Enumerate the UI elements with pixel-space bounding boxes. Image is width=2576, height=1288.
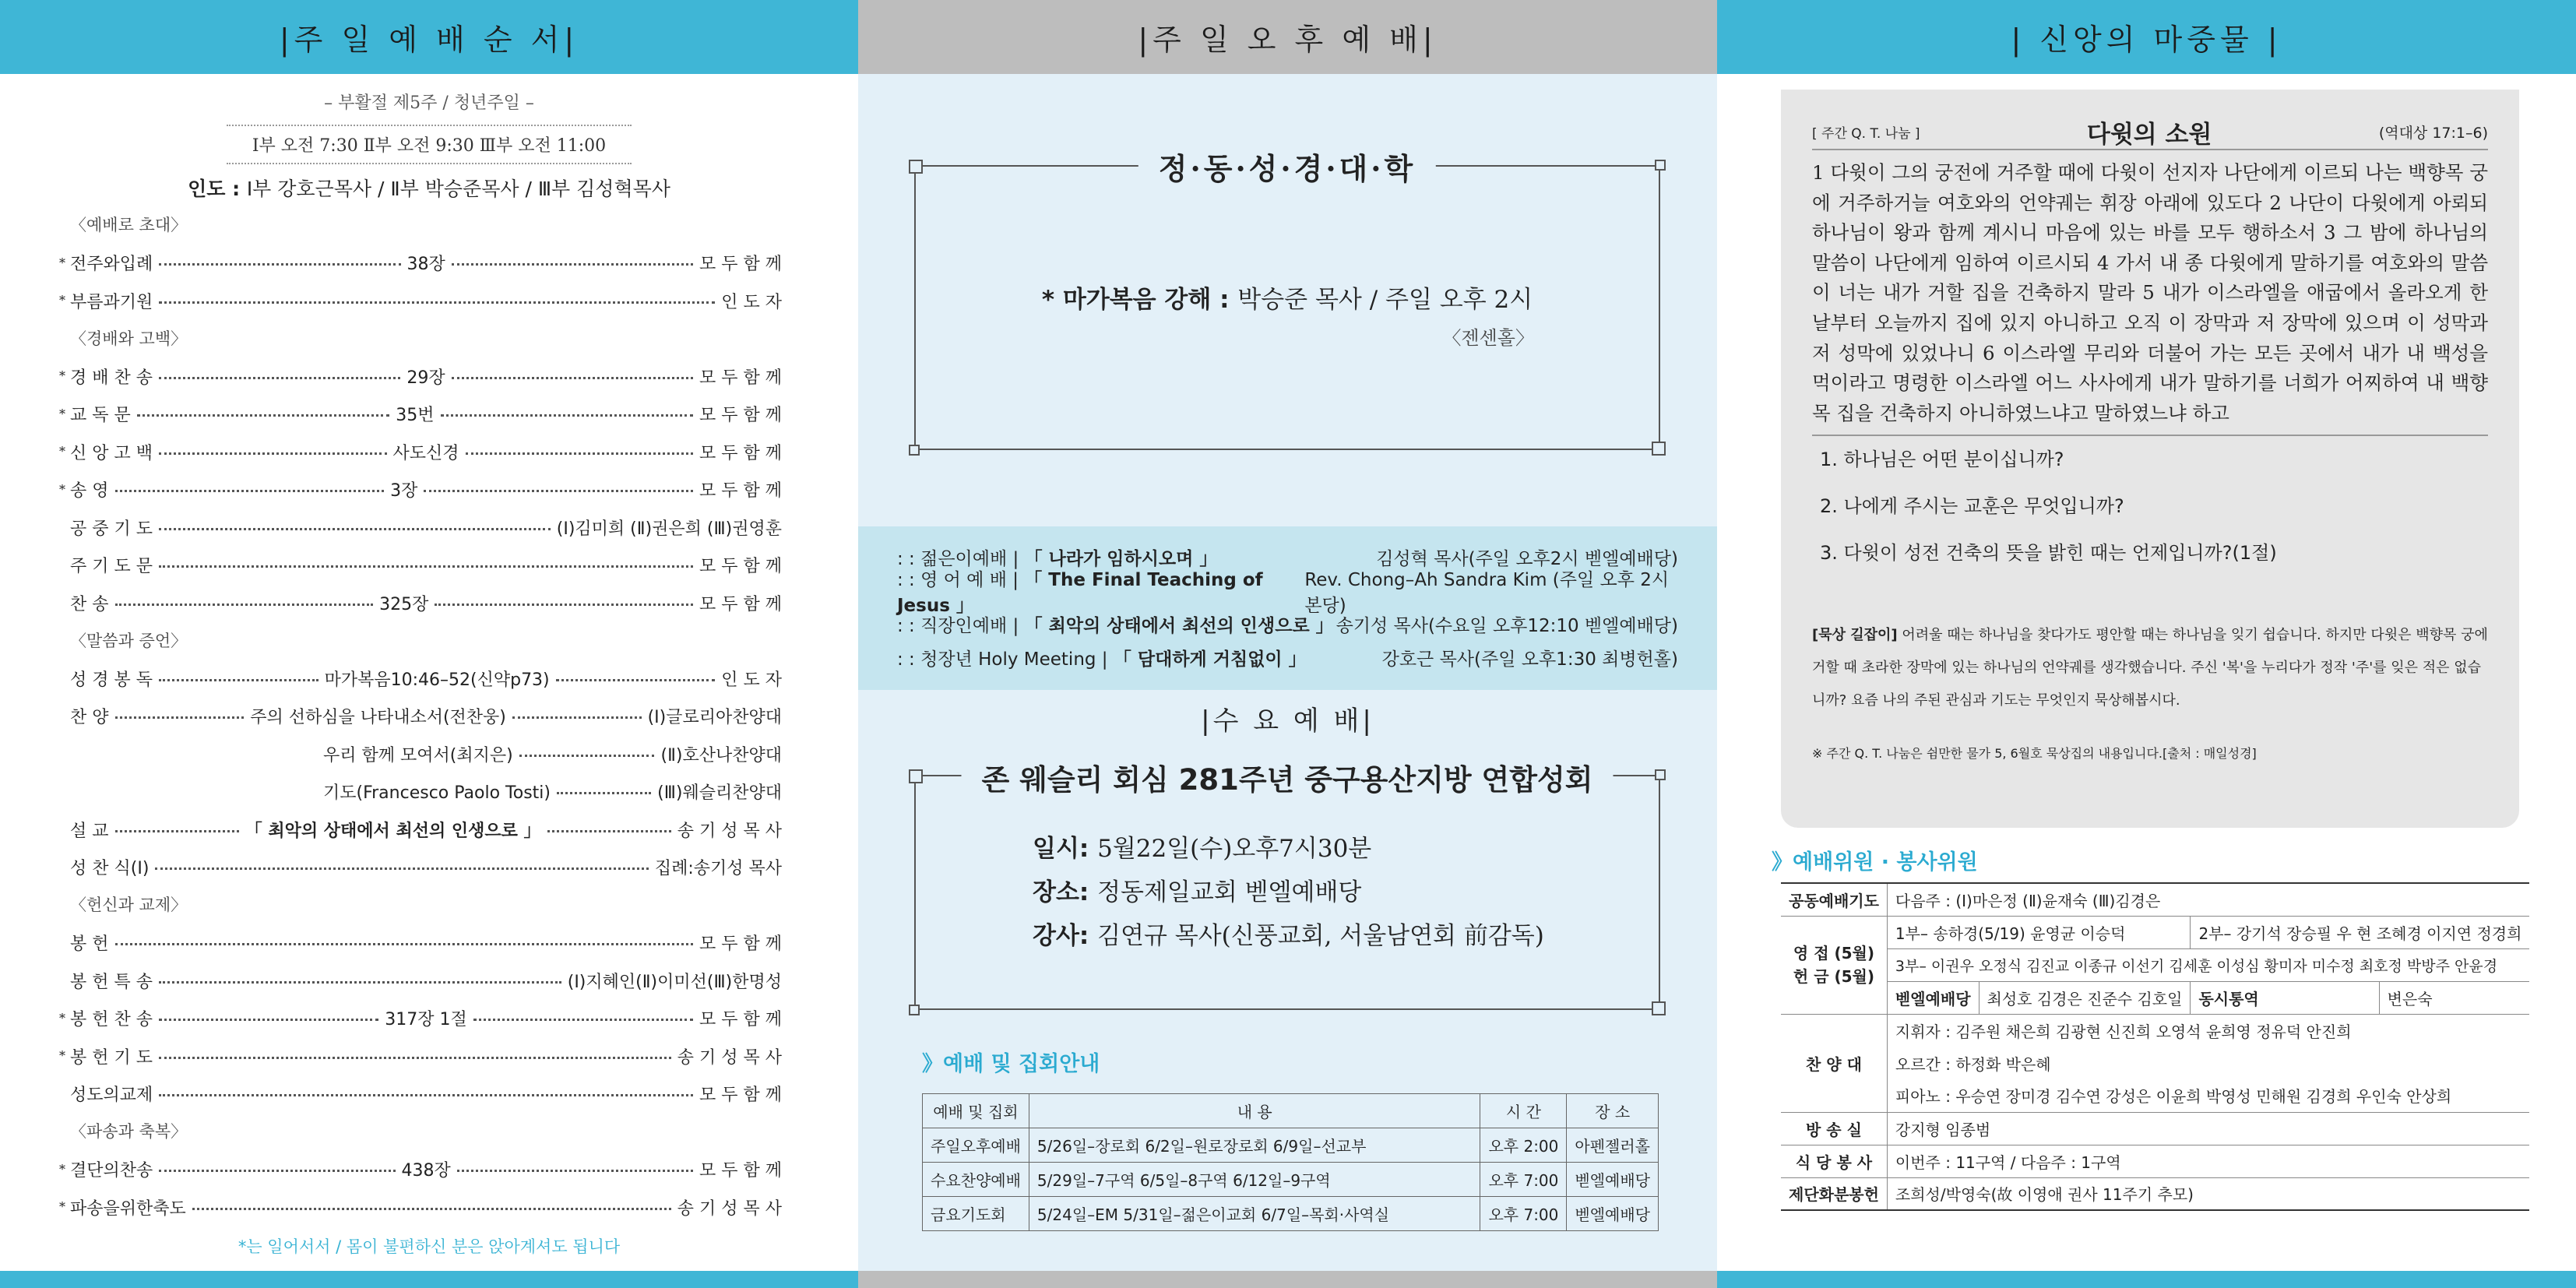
footer-bar <box>858 1271 1717 1288</box>
schedule-table: 예배 및 집회 내 용 시 간 장 소 주일오후예배 5/26일–장로회 6/2일–원로장로회 6/9일–선교부 오후 2:00 아펜젤러홀 수요찬양예배 5/29일–7구역 6/5일–8구역 6/12일–9구역 오후 7:00 벧엘예배당 금요기도회 5/24일–EM 5/31일–젊은이교회 6/7일–목회·사역실 오후 7:00 벧엘예배당 <box>922 1093 1659 1231</box>
order-row: 성 찬 식(Ⅰ) 집례:송기성 목사 <box>70 859 782 879</box>
table-row: 금요기도회 5/24일–EM 5/31일–젊은이교회 6/7일–목회·사역실 오후 7:00 벧엘예배당 <box>923 1197 1659 1231</box>
table-row: 식 당 봉 사 이번주 : 11구역 / 다음주 : 1구역 <box>1781 1145 2529 1177</box>
afternoon-worship-column <box>858 0 1717 1288</box>
worship-order-header: |주 일 예 배 순 서| <box>0 0 858 74</box>
order-row: 찬 양 주의 선하심을 나타내소서(전찬웅) (Ⅰ)글로리아찬양대 <box>70 708 783 728</box>
order-row: 주 기 도 문 모 두 함 께 <box>70 557 782 577</box>
order-row: * 경 배 찬 송 29장 모 두 함 께 <box>59 368 782 388</box>
footer-bar <box>1717 1271 2576 1288</box>
bible-lecture-line <box>916 280 1659 315</box>
table-row: 오르간 : 하정화 박은혜 <box>1895 1054 2051 1074</box>
section-word: 〈말씀과 증언〉 <box>70 631 188 650</box>
order-list <box>0 206 858 1226</box>
order-row: * 봉 헌 찬 송 317장 1절 모 두 함 께 <box>59 1010 782 1030</box>
order-row: 성도의교제 모 두 함 께 <box>70 1086 782 1106</box>
qt-heading: [ 주간 Q. T. 나눔 ] 다윗의 소원 (역대상 17:1–6) <box>1812 114 2488 150</box>
section-invitation: 〈예배로 초대〉 <box>70 216 188 234</box>
service-row: : : 젊은이예배 | 「 나라가 임하시오며 」 김성혁 목사(주일 오후2시 벧엘예배당) <box>897 549 1678 569</box>
worship-order-column <box>0 0 858 1288</box>
table-row: 방 송 실 강지형 임종범 <box>1781 1112 2529 1145</box>
footer-bar <box>0 1271 858 1288</box>
meditation-guide: [묵상 길잡이] 어려울 때는 하나님을 찾다가도 평안할 때는 하나님을 잊기 쉽습니다. 하지만 다윗은 백향목 궁에 거할 때 초라한 장막에 있는 하나님의 언약궤를 생각했습니다. 주신 '복'을 누리다가 정작 '주'를 잊은 적은 없습니까? 요즘 나의 주된 관심과 기도는 무엇인지 묵상해봅시다. <box>1812 627 2488 709</box>
order-row: * 전주와입례 38장 모 두 함 께 <box>59 255 783 275</box>
faith-header: | 신앙의 마중물 | <box>1717 0 2576 74</box>
qt-card <box>1781 90 2519 828</box>
leaders-line <box>0 174 858 202</box>
wednesday-event-details: 일시: 5월22일(수)오후7시30분 장소: 정동제일교회 벧엘예배당 강사: 김연규 목사(신풍교회, 서울남연회 前감독) <box>1033 835 1544 950</box>
standing-note: *는 일어서서 / 몸이 불편하신 분은 앉아계셔도 됩니다 <box>238 1237 621 1256</box>
wednesday-event-frame <box>914 763 1660 1010</box>
qt-title: 다윗의 소원 <box>2086 120 2212 149</box>
service-row: : : 청장년 Holy Meeting | 「 담대하게 거침없이 」 강호근 목사(주일 오후1:30 최병헌홀) <box>897 649 1678 670</box>
table-row: 찬 양 대 지휘자 : 김주원 채은희 김광현 신진희 오영석 윤희영 정유덕 안진희 <box>1781 1014 2529 1047</box>
sunday-subtitle: – 부활절 제5주 / 청년주일 – <box>324 93 534 113</box>
service-row: : : 직장인예배 | 「 최악의 상태에서 최선의 인생으로 」 송기성 목사(수요일 오후12:10 벧엘예배당) <box>897 616 1678 636</box>
other-services-band <box>858 526 1717 690</box>
order-row: 성 경 봉 독 마가복음10:46–52(신약p73) 인 도 자 <box>70 670 783 690</box>
section-worship: 〈경배와 고백〉 <box>70 329 188 348</box>
order-row: * 결단의찬송 438장 모 두 함 께 <box>59 1161 783 1181</box>
staff-section-title: 》예배위원 · 봉사위원 <box>1772 850 1978 875</box>
table-row: 벧엘예배당 최성호 김경은 진준수 김호일 동시통역 변은숙 <box>1781 981 2529 1014</box>
order-row: * 교 독 문 35번 모 두 함 께 <box>59 406 782 426</box>
table-row: 공동예배기도 다음주 : (Ⅰ)마은정 (Ⅱ)윤재숙 (Ⅲ)김경은 <box>1781 883 2529 916</box>
order-row: 공 중 기 도 (Ⅰ)김미희 (Ⅱ)권은희 (Ⅲ)권영훈 <box>70 519 782 539</box>
order-row: * 파송을위한축도 송 기 성 목 사 <box>59 1198 782 1219</box>
afternoon-worship-header: |주 일 오 후 예 배| <box>858 0 1717 74</box>
bible-college-title: 정·동·성·경·대·학 <box>1138 145 1436 188</box>
table-row: 영 접 (5월) 헌 금 (5월) 1부– 송하경(5/19) 윤영균 이승덕 2부– 강기석 장승필 우 현 조혜경 이지연 정경희 <box>1781 916 2529 948</box>
schedule-section-title: 》예배 및 집회안내 <box>922 1052 1100 1076</box>
service-row: : : 영 어 예 배 | 「 The Final Teaching of Jesus 」 Rev. Chong–Ah Sandra Kim (주일 오후 2시 본당) <box>897 569 1670 616</box>
faith-column <box>1717 0 2576 1288</box>
order-row: * 봉 헌 기 도 송 기 성 목 사 <box>59 1047 782 1068</box>
section-sending: 〈파송과 축복〉 <box>70 1122 188 1141</box>
leader-label: 인도 : <box>188 178 247 200</box>
order-row: * 부름과기원 인 도 자 <box>59 292 782 312</box>
staff-table <box>1781 882 2529 1211</box>
leader-names: Ⅰ부 강호근목사 / Ⅱ부 박승준목사 / Ⅲ부 김성혁목사 <box>246 178 670 200</box>
service-times: Ⅰ부 오전 7:30 Ⅱ부 오전 9:30 Ⅲ부 오전 11:00 <box>227 125 632 164</box>
order-row: 봉 헌 모 두 함 께 <box>70 934 782 955</box>
bible-lecture-text: 박승준 목사 / 주일 오후 2시 <box>1237 286 1533 314</box>
order-row: 찬 송 325장 모 두 함 께 <box>70 594 782 614</box>
qt-questions: 1. 하나님은 어떤 분이십니까? 2. 나에게 주시는 교훈은 무엇입니까? 3. 다윗이 성전 건축의 뜻을 밝힌 때는 언제입니까?(1절) <box>1820 449 2277 564</box>
table-row: 피아노 : 우승연 장미경 김수연 강성은 이윤희 박영성 민해원 김경희 우인숙 안상희 <box>1781 1079 2529 1112</box>
section-dedication: 〈헌신과 교제〉 <box>70 896 188 914</box>
order-row: 우리 함께 모여서(최지은) (Ⅱ)호산나찬양대 <box>323 745 782 765</box>
order-row: * 송 영 3장 모 두 함 께 <box>59 481 782 501</box>
wednesday-event-title: 존 웨슬리 회심 281주년 중구용산지방 연합성회 <box>962 756 1614 798</box>
bible-lecture-label: * 마가복음 강해 : <box>1041 286 1238 314</box>
wednesday-worship-title: |수 요 예 배| <box>1201 706 1374 737</box>
qt-scripture: 1 다윗이 그의 궁전에 거주할 때에 다윗이 선지자 나단에게 이르되 나는 백향목 궁에 거주하거늘 여호와의 언약궤는 휘장 아래에 있도다 2 나단이 다윗에게 아뢰되 하나님이 왕과 함께 계시니 마음에 있는 바를 모두 행하소서 3 그 밤에 하나님의 말씀이 나단에게 임하여 이르시되 4 가서 내 종 다윗에게 말하기를 여호와의 말씀이 너는 내가 거할 집을 건축하지 말라 5 내가 이스라엘을 애굽에서 올라오게 한 날부터 오늘까지 집에 있지 아니하고 오직 이 장막과 저 장막에 있으며 이 성막과 저 성막에 있었나니 6 이스라엘 무리와 더불어 가는 모든 곳에서 내가 내 백성을 먹이라고 명령한 이스라엘 어느 사사에게 내가 말하기를 너희가 어찌하여 내 백향목 집을 건축하지 아니하였느냐고 말하였느냐 하고 <box>1812 158 2488 436</box>
order-row: 봉 헌 특 송 (Ⅰ)지혜인(Ⅱ)이미선(Ⅲ)한명성 <box>70 972 782 992</box>
table-row: 3부– 이권우 오정식 김진교 이종규 이선기 김세훈 이성심 황미자 미수정 최호정 박방주 안윤경 <box>1781 948 2529 981</box>
table-row: 주일오후예배 5/26일–장로회 6/2일–원로장로회 6/9일–선교부 오후 2:00 아펜젤러홀 <box>923 1128 1659 1163</box>
order-row: 기도(Francesco Paolo Tosti) (Ⅲ)웨슬리찬양대 <box>323 783 782 804</box>
table-row: 수요찬양예배 5/29일–7구역 6/5일–8구역 6/12일–9구역 오후 7:00 벧엘예배당 <box>923 1163 1659 1197</box>
qt-source-note: ※ 주간 Q. T. 나눔은 쉼만한 물가 5, 6월호 묵상집의 내용입니다.[출처 : 매일성경] <box>1812 746 2257 761</box>
order-row: 설 교 「 최악의 상태에서 최선의 인생으로 」 송 기 성 목 사 <box>70 821 782 841</box>
table-row: 제단화분봉헌 조희성/박영숙(故 이영애 권사 11주기 추모) <box>1781 1177 2529 1210</box>
bible-lecture-place: 〈젠센홀〉 <box>1442 327 1534 349</box>
bible-college-frame <box>914 151 1660 450</box>
order-row: * 신 앙 고 백 사도신경 모 두 함 께 <box>59 443 783 463</box>
